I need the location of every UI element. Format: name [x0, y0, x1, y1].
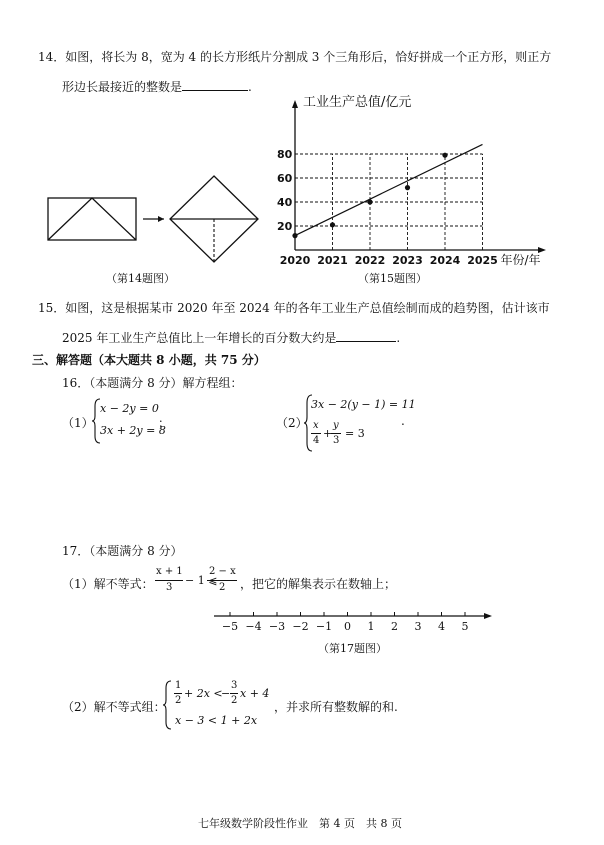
fig15-caption: （第15题图） [358, 272, 427, 285]
x-tick-label: 2024 [429, 254, 461, 267]
q17-part2-suffix: ，并求所有整数解的和. [274, 700, 398, 714]
x-tick-label: 2022 [354, 254, 386, 267]
q17-part1-prefix: （1）解不等式： [62, 577, 154, 591]
fraction-bar [174, 693, 182, 694]
q17-half-den: 2 [175, 695, 182, 706]
data-point [292, 233, 297, 238]
q15-line1: 15．如图，这是根据某市 2020 年至 2024 年的各年工业生产总值绘制而成的趋势图，估计该市 [38, 301, 550, 315]
fraction-bar [331, 433, 341, 434]
q17-l1-b: x + 4 [240, 687, 270, 700]
number-line-label: 4 [438, 620, 445, 633]
y-tick-label: 40 [277, 196, 293, 209]
x-tick-label: 2021 [317, 254, 348, 267]
brace-icon [163, 680, 173, 730]
q15-line2: 2025 年工业生产总值比上一年增长的百分数大约是 . [62, 331, 401, 345]
number-line-label: 2 [391, 620, 398, 633]
number-line-label: −5 [221, 620, 239, 633]
q16-part1-label: （1） [62, 416, 94, 430]
q16-sys2-rhs: = 3 [345, 427, 365, 440]
x-tick-label: 2023 [392, 254, 423, 267]
q17-l1-a: + 2x < [184, 687, 223, 700]
trend-line [295, 144, 483, 235]
q16-period: . [401, 414, 405, 428]
q16-sys2-frac2-num: y [333, 420, 339, 431]
q15-line2-text: 2025 年工业生产总值比上一年增长的百分数大约是 [62, 331, 337, 345]
y-tick-label: 80 [277, 148, 293, 161]
number-line-label: −1 [315, 620, 333, 633]
q16-sys1-eq2: 3x + 2y = 8 [100, 424, 166, 437]
q16-part2-label: （2） [276, 416, 308, 430]
q16-sys1-eq1: x − 2y = 0 [100, 402, 159, 415]
fig17-caption: （第17题图） [318, 642, 387, 655]
data-point [367, 199, 372, 204]
fraction-bar [207, 580, 237, 581]
data-point [405, 185, 410, 190]
x-tick-label: 2020 [279, 254, 311, 267]
q16-sys2-frac1-num: x [313, 420, 319, 431]
fraction-bar [230, 693, 238, 694]
data-point [330, 222, 335, 227]
q17-frac1-den: 3 [166, 582, 173, 593]
number-line [210, 606, 500, 636]
rectangle-cut-lines [48, 198, 136, 240]
q17-part2-prefix: （2）解不等式组： [62, 700, 166, 714]
arrow-head [158, 216, 164, 222]
q14-line2: 形边长最接近的整数是 . [62, 80, 252, 94]
y-tick-label: 20 [277, 220, 293, 233]
q14-line1: 14．如图，将长为 8，宽为 4 的长方形纸片分割成 3 个三角形后，恰好拼成一个正方形，则正方 [38, 50, 552, 64]
q17-line2: x − 3 < 1 + 2x [175, 714, 258, 727]
q17-frac2-num: 2 − x [209, 566, 236, 577]
y-tick-label: 60 [277, 172, 293, 185]
figure-14 [40, 170, 270, 270]
number-line-label: −3 [268, 620, 286, 633]
q17-l1-neg: − [221, 687, 231, 700]
number-line-label: 0 [344, 620, 351, 633]
y-axis-label: 工业生产总值/亿元 [303, 95, 412, 110]
fig14-caption: （第14题图） [106, 272, 175, 285]
answer-blank-15 [336, 341, 396, 342]
q16-sys2-eq1: 3x − 2(y − 1) = 11 [311, 398, 416, 411]
q17-l1-frac-den: 2 [231, 695, 238, 706]
fraction-bar [155, 580, 183, 581]
q16-sys2-plus: + [323, 427, 333, 440]
x-tick-label: 2025 [467, 254, 498, 267]
q17-mid: − 1 ⩽ [185, 574, 218, 587]
section-3-heading: 三、解答题（本大题共 8 小题，共 75 分） [32, 353, 266, 367]
number-line-label: −4 [245, 620, 262, 633]
number-line-label: −2 [292, 620, 309, 633]
q17-frac1-num: x + 1 [156, 566, 183, 577]
q17-title: 17．（本题满分 8 分） [62, 544, 183, 558]
q17-l1-frac-num: 3 [231, 680, 238, 691]
q17-half-num: 1 [175, 680, 182, 691]
data-point [442, 153, 447, 158]
q16-semicolon: ； [158, 416, 171, 430]
q16-sys2-frac1-den: 4 [313, 435, 320, 446]
q16-sys2-frac2-den: 3 [333, 435, 340, 446]
q17-part1-suffix: ，把它的解集表示在数轴上； [240, 577, 397, 591]
number-line-label: 5 [461, 620, 469, 633]
number-line-label: 1 [367, 620, 375, 633]
number-line-label: 3 [414, 620, 422, 633]
number-line-arrow [484, 613, 492, 619]
y-axis-arrow [292, 100, 298, 108]
q17-frac2-den: 2 [219, 582, 226, 593]
figure-15-chart [270, 90, 570, 270]
rectangle-shape [48, 198, 136, 240]
page-footer: 七年级数学阶段性作业 第 4 页 共 8 页 [198, 817, 402, 830]
answer-blank-14 [182, 90, 248, 91]
q16-title: 16．（本题满分 8 分）解方程组： [62, 376, 243, 390]
x-axis-label: 年份/年 [500, 253, 541, 267]
q14-line2-text: 形边长最接近的整数是 [62, 80, 183, 94]
fraction-bar [311, 433, 321, 434]
